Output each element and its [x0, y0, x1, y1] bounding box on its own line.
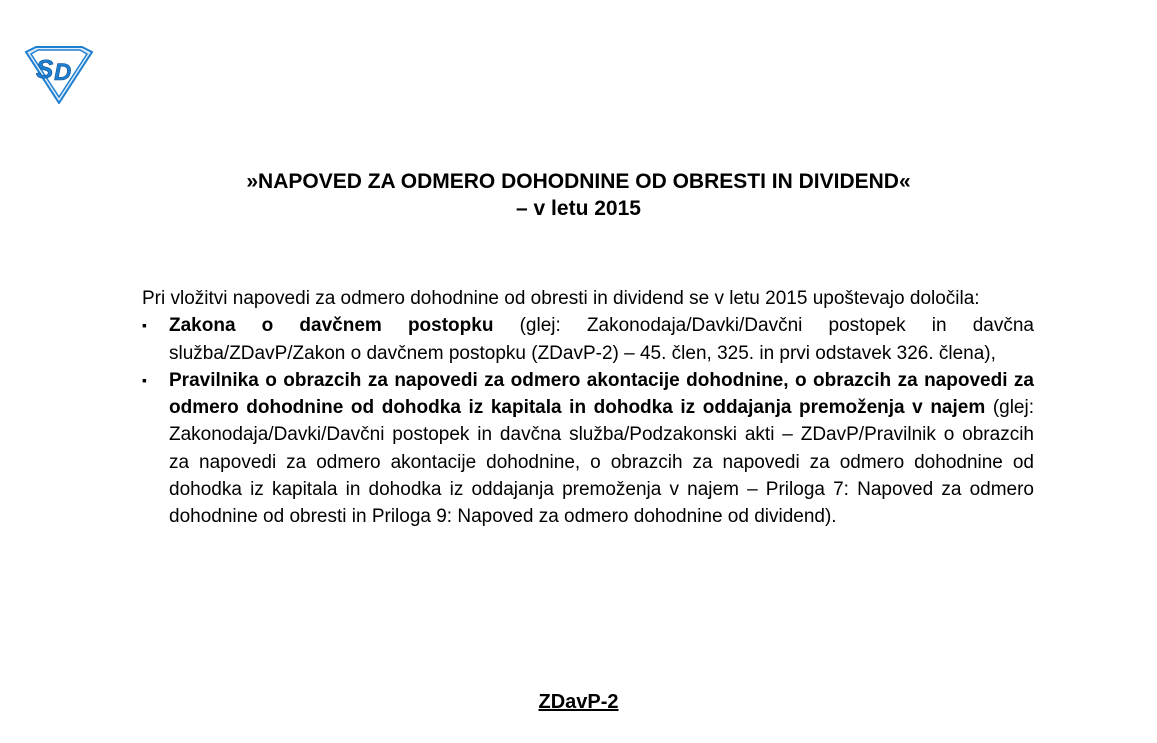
svg-text:S: S — [36, 54, 54, 84]
list-item-bold: Zakona o davčnem postopku — [169, 315, 494, 337]
list-item-text: (glej: Zakonodaja/Davki/Davčni postopek in davčna služba/ZDavP/Zakon o davčnem postopku (ZDavP-2) – 45. člen, 325. in prvi odstavek 326. člena), — [169, 315, 1035, 364]
list-item — [142, 367, 1034, 531]
document-body — [142, 285, 1034, 531]
document-title — [0, 168, 1157, 222]
section-heading — [0, 691, 1157, 714]
title-line-2: – v letu 2015 — [516, 197, 641, 220]
list-item — [142, 312, 1034, 367]
intro-paragraph: Pri vložitvi napovedi za odmero dohodnine od obresti in dividend se v letu 2015 upoštevajo določila: — [142, 288, 980, 309]
list-item-text: (glej: Zakonodaja/Davki/Davčni postopek in davčna služba/Podzakonski akti – ZDavP/Pravilnik o obrazcih za napovedi za odmero akontacije dohodnine, o obrazcih za napovedi za odmero dohodnine od dohodka iz kapitala in dohodka iz oddajanja premoženja v najem – Priloga 7: Napoved za odmero dohodnine od obresti in Priloga 9: Napoved za odmero dohodnine od dividend). — [169, 397, 1034, 528]
sd-shield-logo-icon — [22, 46, 96, 104]
provisions-list — [142, 312, 1034, 530]
bullet-icon: ▪ — [142, 371, 147, 388]
bullet-icon: ▪ — [142, 317, 147, 334]
list-item-bold: Pravilnika o obrazcih za napovedi za odmero akontacije dohodnine, o obrazcih za napovedi za odmero dohodnine od dohodka iz kapitala in dohodka iz oddajanja premoženja v najem — [169, 369, 1034, 419]
title-line-1: »NAPOVED ZA ODMERO DOHODNINE OD OBRESTI IN DIVIDEND« — [246, 170, 911, 193]
svg-text:D: D — [54, 59, 72, 86]
section-heading-label: ZDavP-2 — [538, 691, 619, 713]
